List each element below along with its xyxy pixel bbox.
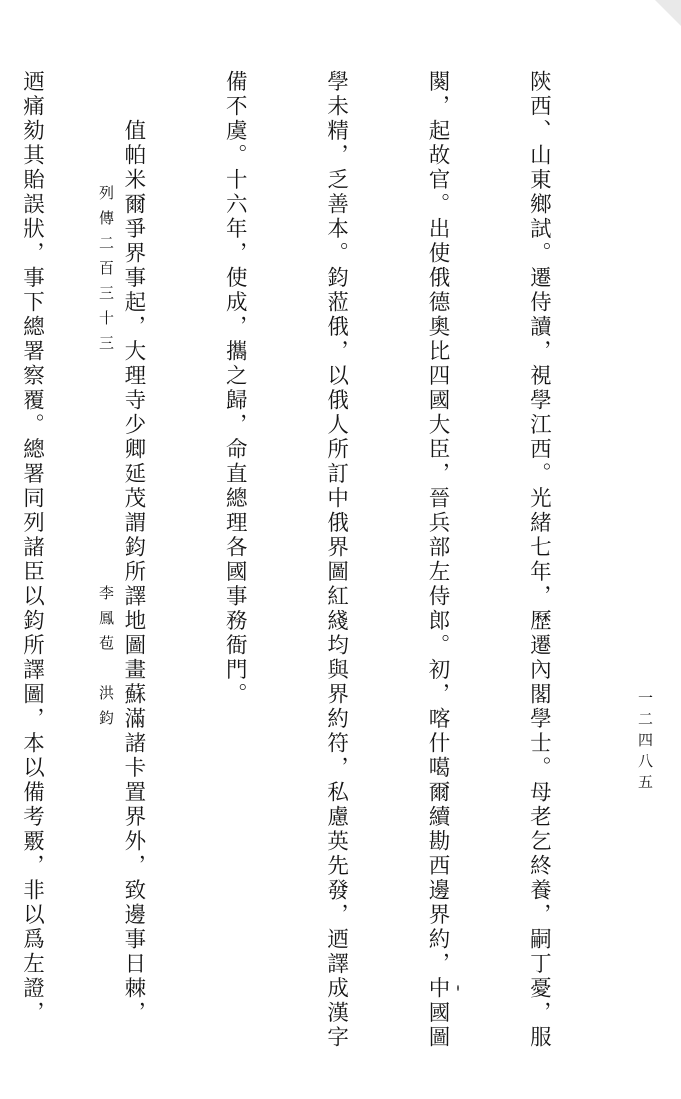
- page-number: 一二四八五: [636, 690, 654, 795]
- text-column: 值帕米爾爭界事起，大理寺少卿延茂謂鈞所譯地圖畫蘇滿諸卡置界外，致邊事日棘，: [120, 70, 146, 1026]
- running-head-subjects: 李鳳苞 洪鈞: [97, 585, 115, 735]
- text-column: 陝西、山東鄉試。遷侍讀，視學江西。光緒七年，歷遷內閣學士。母老乞終養，嗣丁憂，服: [526, 70, 552, 1050]
- text-column: 闋，起故官。出使俄德奧比四國大臣，晉兵部左侍郎。初，喀什噶爾續勘西邊界約，中國圖: [425, 70, 451, 1050]
- page-corner: [655, 0, 681, 26]
- text-column: 學未精，乏善本。鈞蒞俄，以俄人所訂中俄界圖紅綫均與界約符，私慮英先發，迺譯成漢字: [323, 70, 349, 1050]
- text-column: 迺痛劾其貽誤狀，事下總署察覆。總署同列諸臣以鈞所譯圖，本以備考覈，非以爲左證，: [19, 70, 45, 1026]
- print-speck: [457, 985, 459, 991]
- running-head-chapter: 列傳二百三十三: [97, 185, 115, 360]
- text-column: 備不虞。十六年，使成，攜之歸，命直總理各國事務衙門。: [222, 70, 248, 707]
- body-text: [0, 70, 623, 1050]
